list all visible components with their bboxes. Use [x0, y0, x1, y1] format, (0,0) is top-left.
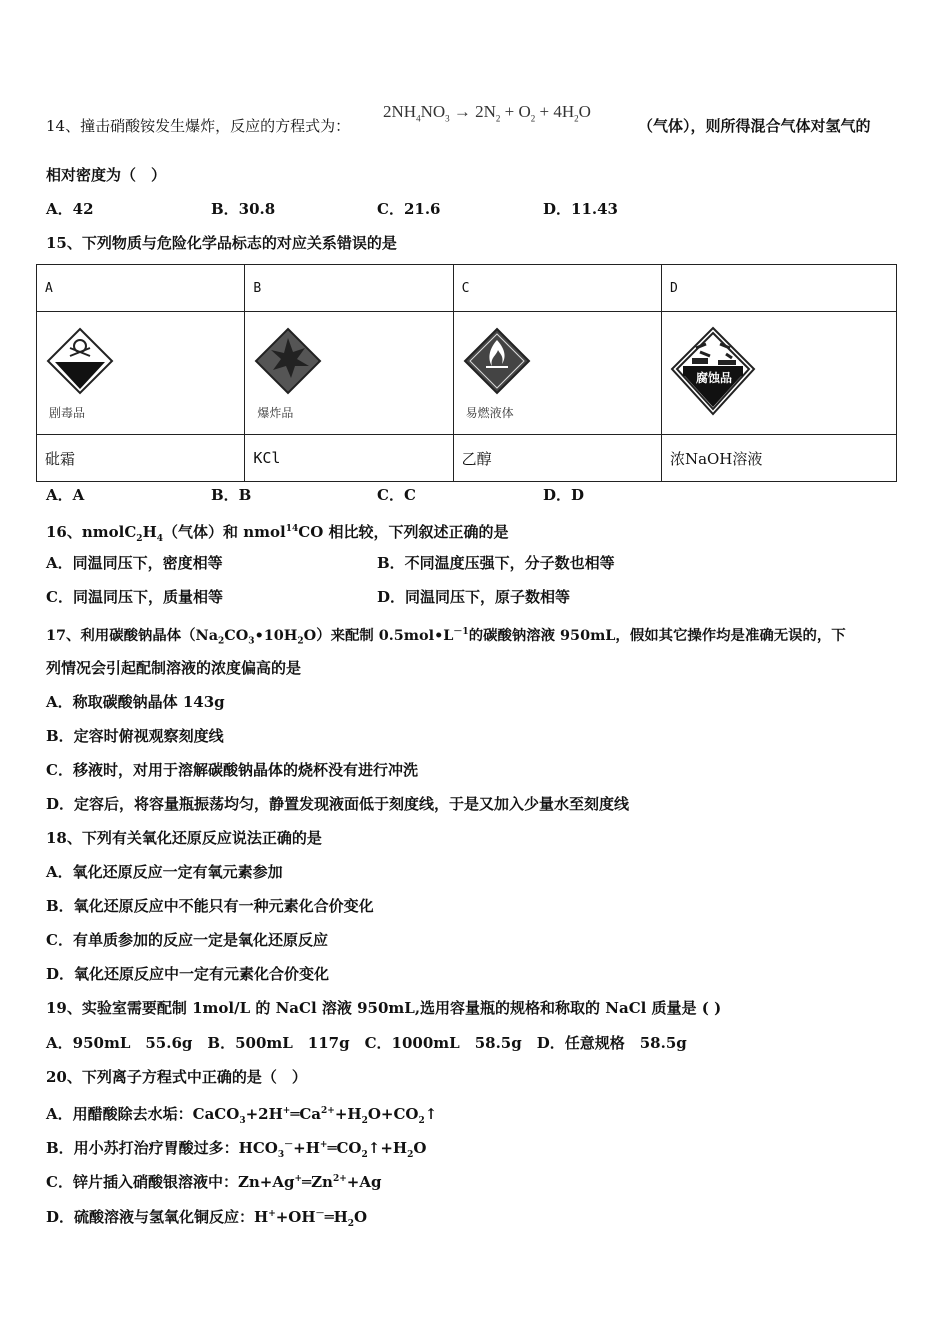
q18-option-b[interactable]: B．氧化还原反应中不能只有一种元素化合价变化 — [46, 897, 374, 915]
q14-stem-line2: 相对密度为（ ） — [46, 166, 167, 184]
q17-option-a[interactable]: A．称取碳酸钠晶体 143g — [46, 693, 225, 711]
q15-stem: 15、下列物质与危险化学品标志的对应关系错误的是 — [46, 234, 397, 252]
toxic-sign — [45, 326, 125, 421]
q20-stem: 20、下列离子方程式中正确的是（ ） — [46, 1068, 307, 1086]
q20-option-a[interactable]: A．用醋酸除去水垢：$CaCO_3+2H^+═Ca^{2+}+H_2O+CO_2↑$ — [46, 1105, 438, 1126]
q14-option-a[interactable]: A．42 — [46, 200, 94, 218]
q15-option-d[interactable]: D．D — [543, 486, 585, 504]
q17-stem: 17、利用碳酸钠晶体$(Na_2CO_3•10H_2O)$来配制 $0.5mol•L^{-1}$的碳酸钠溶液 950mL，假如其它操作均是准确无误的，下 — [46, 626, 846, 647]
q18-stem: 18、下列有关氧化还原反应说法正确的是 — [46, 829, 322, 847]
table-header-b: B — [245, 265, 453, 312]
q17-option-b[interactable]: B．定容时俯视观察刻度线 — [46, 727, 224, 745]
q14-option-c[interactable]: C．21.6 — [377, 200, 441, 218]
corrosive-sign — [670, 326, 750, 421]
sign-label-toxic: 剧毒品 — [49, 405, 86, 420]
substance-d: 浓NaOH溶液 — [661, 435, 896, 482]
q16-stem: 16、$nmolC_2H_4$（气体）和 nmol$^{14}$CO 相比较，下列叙述正确的是 — [46, 523, 509, 544]
skull-icon — [45, 326, 115, 396]
q18-option-d[interactable]: D．氧化还原反应中一定有元素化合价变化 — [46, 965, 330, 983]
q17-stem-line2: 列情况会引起配制溶液的浓度偏高的是 — [46, 659, 302, 677]
table-header-c: C — [453, 265, 661, 312]
q15-option-b[interactable]: B．B — [211, 486, 252, 504]
q14-option-d[interactable]: D．11.43 — [543, 200, 618, 218]
q20-option-d[interactable]: D．硫酸溶液与氢氧化铜反应：$H^++OH^-═H_2O$ — [46, 1208, 368, 1229]
substance-a: 砒霜 — [37, 435, 245, 482]
q17-option-c[interactable]: C．移液时，对用于溶解碳酸钠晶体的烧杯没有进行冲洗 — [46, 761, 418, 779]
q14-equation: $2NH_4NO_3 \to 2N_2 + O_2 + 4H_2O$ — [383, 102, 591, 124]
q19-options[interactable]: A．950mL 55.6g B．500mL 117g C．1000mL 58.5g D．任意规格 58.5g — [46, 1034, 687, 1052]
q18-option-c[interactable]: C．有单质参加的反应一定是氧化还原反应 — [46, 931, 328, 949]
table-header-d: D — [661, 265, 896, 312]
hazard-table — [36, 264, 897, 482]
substance-b: KCl — [245, 435, 453, 482]
q20-option-b[interactable]: B．用小苏打治疗胃酸过多：$HCO_3^-+H^+═CO_2↑+H_2O$ — [46, 1139, 427, 1160]
substance-c: 乙醇 — [453, 435, 661, 482]
q18-option-a[interactable]: A．氧化还原反应一定有氧元素参加 — [46, 863, 283, 881]
q14-stem-suffix: （气体），则所得混合气体对氢气的 — [638, 117, 871, 135]
q16-option-b[interactable]: B．不同温度压强下，分子数也相等 — [377, 554, 615, 572]
q14-option-b[interactable]: B．30.8 — [211, 200, 276, 218]
q17-option-d[interactable]: D．定容后，将容量瓶振荡均匀，静置发现液面低于刻度线，于是又加入少量水至刻度线 — [46, 795, 630, 813]
q16-option-d[interactable]: D．同温同压下，原子数相等 — [377, 588, 571, 606]
flammable-sign — [462, 326, 542, 421]
sign-label-flammable: 易燃液体 — [465, 405, 514, 420]
q15-option-a[interactable]: A．A — [46, 486, 85, 504]
explosion-icon — [253, 326, 323, 396]
q19-stem: 19、实验室需要配制 1mol/L 的 NaCl 溶液 950mL,选用容量瓶的规格和称取的 NaCl 质量是 ( ) — [46, 999, 722, 1017]
sign-label-corrosive: 腐蚀品 — [695, 370, 732, 385]
sign-label-explosive: 爆炸品 — [257, 405, 294, 420]
q14-stem-prefix: 14、撞击硝酸铵发生爆炸，反应的方程式为： — [46, 117, 351, 135]
q16-option-c[interactable]: C．同温同压下，质量相等 — [46, 588, 223, 606]
flame-icon — [462, 326, 532, 396]
table-header-a: A — [37, 265, 245, 312]
q20-option-c[interactable]: C．锌片插入硝酸银溶液中：$Zn+Ag^+═Zn^{2+}+Ag$ — [46, 1173, 382, 1191]
q15-option-c[interactable]: C．C — [377, 486, 416, 504]
explosive-sign — [253, 326, 333, 421]
q16-option-a[interactable]: A．同温同压下，密度相等 — [46, 554, 223, 572]
